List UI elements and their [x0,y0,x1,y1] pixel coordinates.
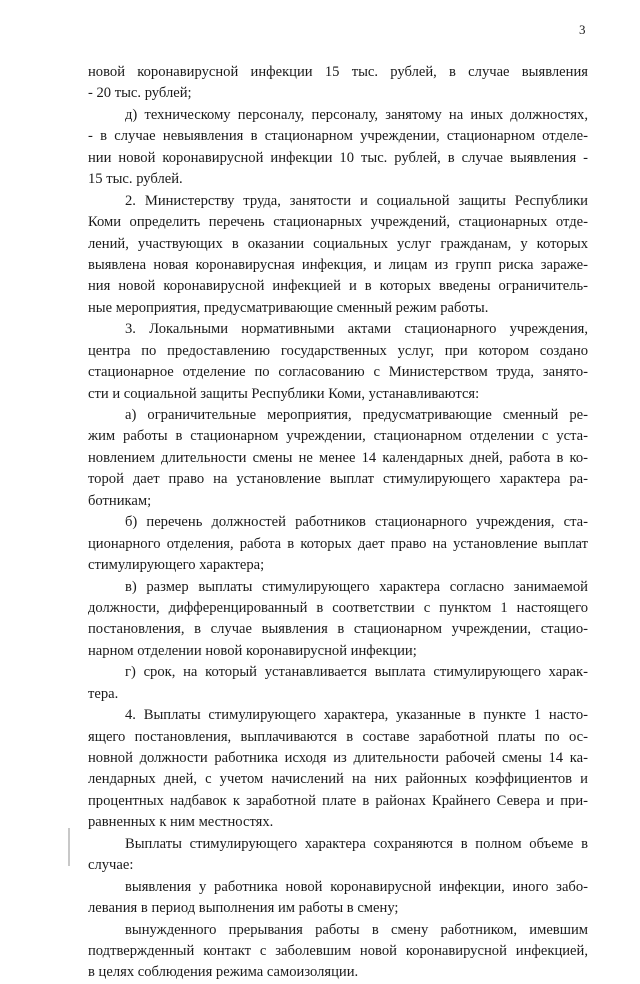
text-line: 3. Локальными нормативными актами стационарного учреждения, [125,321,588,338]
text-line: равненных к ним местностях. [88,814,274,831]
text-line: нии новой коронавирусной инфекции 10 тыс. рублей, в случае выявления - [88,149,588,166]
text-line: лендарных дней, с учетом начислений на них районных коэффициентов и [88,771,588,788]
text-line: - в случае невыявления в стационарном учреждении, стационарном отделе- [88,128,588,145]
text-line: в целях соблюдения режима самоизоляции. [88,964,359,981]
text-line: ные мероприятия, предусматривающие сменный режим работы. [88,299,489,316]
page-number: 3 [579,22,586,37]
text-line: стимулирующего характера; [88,557,265,574]
text-line: левания в период выполнения им работы в смену; [88,900,399,917]
text-line: стационарное отделение по согласованию с Министерством труда, занято- [88,364,588,381]
text-line: процентных надбавок к заработной плате в районах Крайнего Севера и при- [88,792,588,809]
text-line: жим работы в стационарном учреждении, стационарном отделении с уста- [88,428,588,445]
text-line: а) ограничительные мероприятия, предусматривающие сменный ре- [125,407,588,423]
text-line: 4. Выплаты стимулирующего характера, указанные в пункте 1 насто- [125,707,588,724]
text-line: новной должности работника исходя из длительности рабочей смены 14 ка- [88,750,588,766]
text-line: должности, дифференцированный в соответствии с пунктом 1 настоящего [88,599,588,616]
text-line: 2. Министерству труда, занятости и социальной защиты Республики [125,192,588,209]
text-line: лений, участвующих в оказании социальных услуг гражданам, у которых [88,235,588,252]
document-body [88,62,588,984]
text-line: нарном отделении новой коронавирусной инфекции; [88,642,417,659]
text-line: ционарного отделения, работа в которых дает право на установление выплат [88,535,588,552]
text-line: новой коронавирусной инфекции 15 тыс. рублей, в случае выявления [88,64,588,80]
text-line: 15 тыс. рублей. [88,171,183,188]
text-line: подтвержденный контакт с заболевшим новой коронавирусной инфекцией, [88,942,588,959]
text-line: в) размер выплаты стимулирующего характера согласно занимаемой [125,578,588,595]
text-line: выявления у работника новой коронавирусной инфекции, иного забо- [125,878,588,895]
text-line: ботникам; [88,492,152,509]
text-line: центра по предоставлению государственных услуг, при котором создано [88,342,588,359]
text-line: - 20 тыс. рублей; [88,85,192,102]
text-line: вынужденного прерывания работы в смену работником, имевшим [125,921,588,938]
text-line: случае: [88,857,134,874]
text-line: Коми определить перечень стационарных учреждений, стационарных отде- [88,214,588,231]
text-line: ния новой коронавирусной инфекцией и в которых введены ограничитель- [88,278,588,295]
text-line: выявлена новая коронавирусная инфекция, и лицам из групп риска зараже- [88,256,588,273]
text-line: тера. [88,685,119,702]
text-line: г) срок, на который устанавливается выплата стимулирующего харак- [125,664,588,681]
text-line: б) перечень должностей работников стационарного учреждения, ста- [125,514,588,531]
scan-margin-mark [68,828,70,866]
text-line: сти и социальной защиты Республики Коми, устанавливаются: [88,385,480,402]
text-line: новлением длительности смены не менее 14 календарных дней, работа в ко- [88,449,588,466]
text-line: ящего постановления, выплачиваются в составе заработной платы по ос- [88,728,588,745]
text-line: торой дает право на установление выплат стимулирующего характера ра- [88,471,588,488]
text-line: д) техническому персоналу, персоналу, занятому на иных должностях, [125,106,588,123]
text-line: Выплаты стимулирующего характера сохраняются в полном объеме в [125,835,588,852]
text-line: постановления, в случае выявления в стационарном учреждении, стацио- [88,621,588,638]
